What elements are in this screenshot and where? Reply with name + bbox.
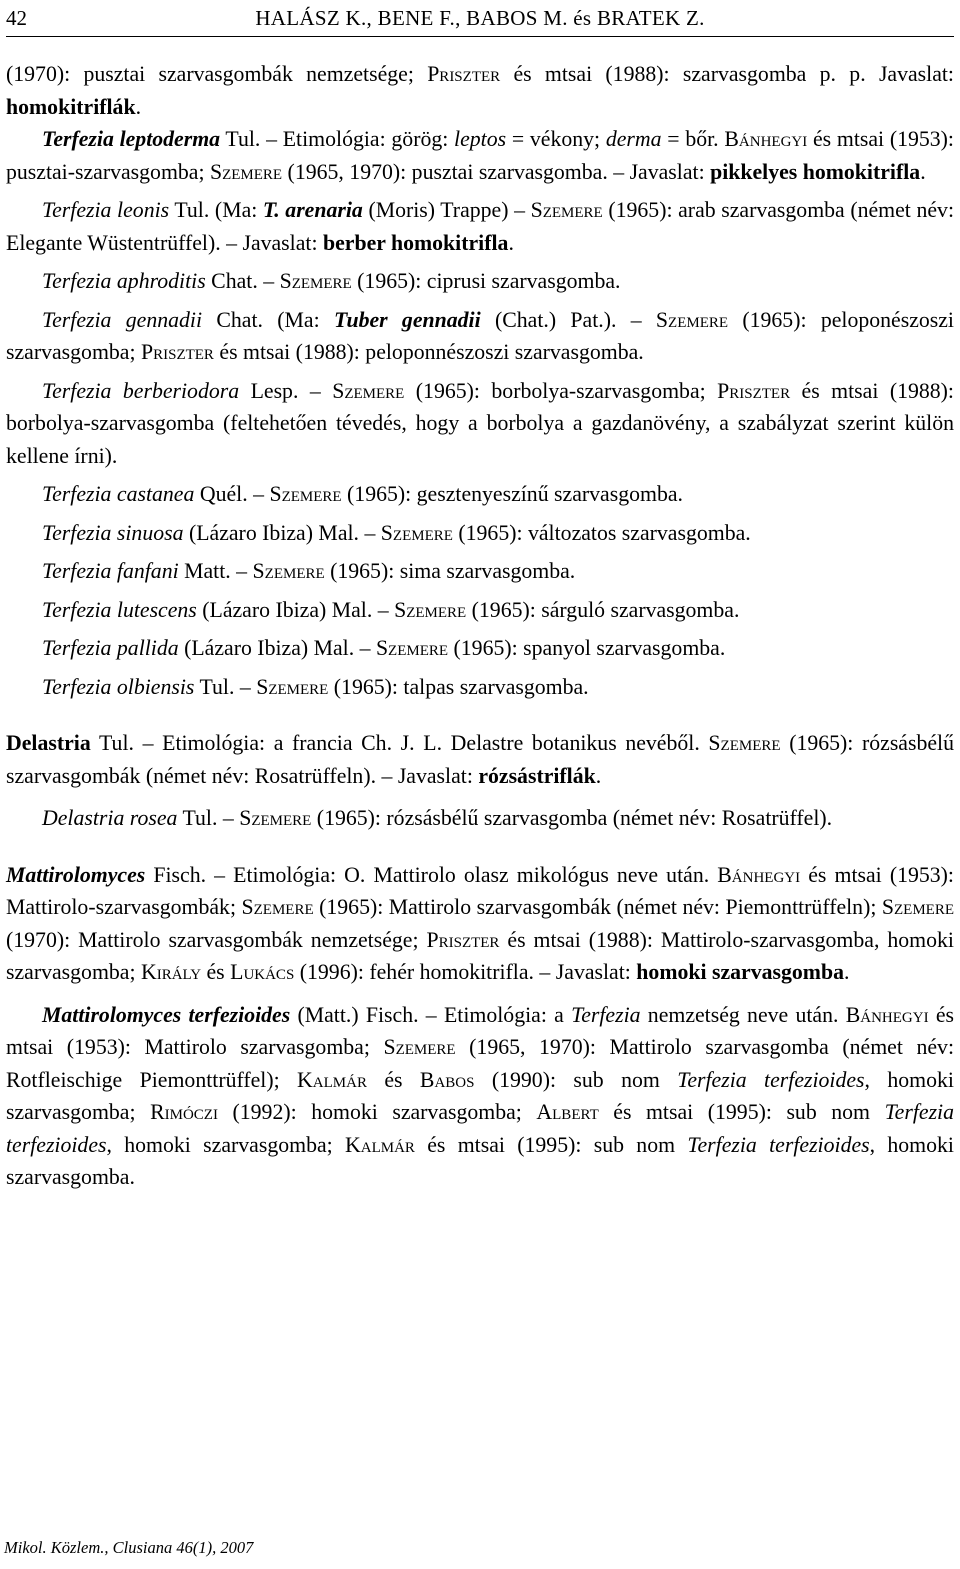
entry-text: és <box>366 1067 420 1092</box>
author-name: Szemere <box>256 674 329 699</box>
entry-text: = vékony; <box>506 127 606 151</box>
entry-text: Tul. (Ma: <box>169 198 263 222</box>
entry-text: , homoki szarvasgomba. <box>6 1132 954 1189</box>
author-name: Szemere <box>881 895 955 919</box>
entry-text: és mtsai (1953): Mattirolo-szarvasgombák; <box>6 862 954 919</box>
author-name: Priszter <box>717 378 791 403</box>
entry-text: Chat. – <box>205 269 280 293</box>
running-header <box>6 4 954 37</box>
entry-text: (1965): rózsásbélű szarvasgombák (német név: Rosatrüffeln). – Javaslat: <box>6 731 954 788</box>
entry-text: (1965): borbolya-szarvasgomba; <box>404 378 718 403</box>
entry-text: Tul. – <box>177 806 240 830</box>
italic-taxon: Terfezia berberiodora <box>42 378 240 403</box>
italic-taxon: Terfezia <box>571 1002 641 1027</box>
entry-text: nemzetség neve után. <box>640 1002 846 1027</box>
italic-taxon: Terfezia gennadii <box>42 307 203 332</box>
author-name: Kalmár <box>297 1067 367 1092</box>
author-name: Szemere <box>655 307 729 332</box>
author-name: Priszter <box>427 62 501 86</box>
italic-taxon: Terfezia terfezioides <box>677 1067 865 1092</box>
entry-terfezia-lutescens <box>6 594 954 627</box>
entry-text: . <box>135 94 142 119</box>
italic-taxon: Terfezia fanfani <box>42 559 179 583</box>
author-name: Priszter <box>140 340 214 364</box>
entry-text: . <box>595 763 602 788</box>
entry-text: (1965): spanyol szarvasgomba. <box>448 636 726 660</box>
taxon-heading: Mattirolomyces <box>6 862 146 887</box>
entry-text: Chat. (Ma: <box>202 307 334 332</box>
entry-terfezia-leptoderma <box>6 123 954 188</box>
entry-text: . <box>844 960 850 984</box>
article-body <box>6 58 954 1194</box>
bold-term: berber homokitrifla <box>322 230 509 255</box>
author-name: Albert <box>536 1100 599 1124</box>
entry-text: (Lázaro Ibiza) Mal. – <box>178 636 376 660</box>
entry-text: (1990): sub nom <box>474 1067 678 1092</box>
entry-text: és mtsai (1988): peloponnészoszi szarvasgomba. <box>213 340 644 364</box>
author-name: Priszter <box>426 927 500 952</box>
author-name: Szemere <box>332 378 405 403</box>
entry-text: (1970): Mattirolo szarvasgombák nemzetsége; <box>6 927 427 952</box>
entry-text: . <box>508 230 514 255</box>
entry-text: és mtsai (1988): szarvasgomba p. p. Javaslat: <box>500 62 954 86</box>
entry-text: (Chat.) Pat.). – <box>480 307 656 332</box>
author-name: Babos <box>419 1067 475 1092</box>
entry-text: . <box>920 159 926 184</box>
entry-text: Quél. – <box>194 482 270 506</box>
author-name: Szemere <box>269 482 342 506</box>
author-name: Király <box>140 960 202 984</box>
entry-text: és <box>201 960 231 984</box>
italic-taxon: Terfezia castanea <box>42 482 195 506</box>
italic-taxon: Terfezia leonis <box>42 198 170 222</box>
entry-text: (1965): sárguló szarvasgomba. <box>466 597 740 622</box>
entry-text: (1965): ciprusi szarvasgomba. <box>351 269 621 293</box>
italic-taxon: Delastria rosea <box>42 806 178 830</box>
entry-text: és mtsai (1953): pusztai-szarvasgomba; <box>6 127 954 184</box>
entry-text: (1965): Mattirolo szarvasgombák (német név: Piemonttrüffeln); <box>313 895 882 919</box>
entry-mattirolomyces <box>6 859 954 989</box>
entry-text: (1996): fehér homokitrifla. – Javaslat: <box>294 960 637 984</box>
entry-terfezia-castanea <box>6 478 954 511</box>
page-number: 42 <box>6 6 27 30</box>
entry-text: Fisch. – Etimológia: O. Mattirolo olasz mikológus neve után. <box>145 862 718 887</box>
italic-taxon: derma <box>605 127 662 151</box>
entry-text: Matt. – <box>178 559 253 583</box>
entry-text: (Lázaro Ibiza) Mal. – <box>196 597 395 622</box>
entry-text: és mtsai (1988): borbolya-szarvasgomba (feltehetően tévedés, hogy a borbolya a gazdanövény, a szabályzat szerint külön kellene írni). <box>6 378 954 468</box>
taxon-heading: Terfezia leptoderma <box>42 127 221 151</box>
entry-text: (1965): talpas szarvasgomba. <box>328 674 589 699</box>
entry-text: és mtsai (1953): Mattirolo szarvasgomba; <box>6 1002 954 1059</box>
entry-text: (Moris) Trappe) – <box>362 198 531 222</box>
footer-citation: Mikol. Közlem., Clusiana 46(1), 2007 <box>4 1538 254 1557</box>
entry-continuation <box>6 58 954 123</box>
entry-text: Tul. – Etimológia: görög: <box>220 127 455 151</box>
entry-terfezia-sinuosa <box>6 517 954 550</box>
author-name: Szemere <box>239 806 312 830</box>
entry-delastria-rosea <box>6 802 954 835</box>
taxon-heading: Tuber gennadii <box>333 307 481 332</box>
entry-text: (Lázaro Ibiza) Mal. – <box>183 520 381 545</box>
entry-text: (1965): sima szarvasgomba. <box>324 559 576 583</box>
entry-text: (1965): gesztenyeszínű szarvasgomba. <box>341 482 683 506</box>
entry-terfezia-pallida <box>6 632 954 665</box>
entry-terfezia-leonis <box>6 194 954 259</box>
bold-term: rózsástriflák <box>478 763 596 788</box>
entry-terfezia-fanfani <box>6 555 954 588</box>
bold-term: homokitriflák <box>6 94 136 119</box>
entry-text: (1970): pusztai szarvasgombák nemzetsége; <box>6 62 428 86</box>
bold-term: pikkelyes homokitrifla <box>710 159 921 184</box>
entry-text: és mtsai (1995): sub nom <box>414 1132 688 1157</box>
taxon-heading: T. arenaria <box>262 198 363 222</box>
entry-mattirolomyces-terfezioides <box>6 999 954 1194</box>
taxon-heading: Mattirolomyces terfezioides <box>42 1002 291 1027</box>
author-name: Szemere <box>394 597 467 622</box>
author-name: Bánhegyi <box>724 127 808 151</box>
entry-text: Lesp. – <box>239 378 333 403</box>
entry-text: (1965): változatos szarvasgomba. <box>452 520 751 545</box>
entry-text: (1992): homoki szarvasgomba; <box>217 1100 537 1124</box>
bold-term: homoki szarvasgomba <box>636 960 844 984</box>
entry-text: (1965, 1970): pusztai szarvasgomba. – Javaslat: <box>282 159 711 184</box>
entry-text: , homoki szarvasgomba; <box>106 1132 346 1157</box>
entry-text: Tul. – <box>194 674 257 699</box>
author-name: Bánhegyi <box>845 1002 929 1027</box>
entry-terfezia-aphroditis <box>6 265 954 298</box>
entry-terfezia-gennadii <box>6 304 954 369</box>
author-name: Szemere <box>530 198 603 222</box>
author-name: Kalmár <box>345 1132 415 1157</box>
author-name: Szemere <box>380 520 453 545</box>
author-name: Szemere <box>383 1035 456 1059</box>
entry-text: = bőr. <box>661 127 725 151</box>
italic-taxon: Terfezia aphroditis <box>42 269 206 293</box>
author-name: Szemere <box>252 559 325 583</box>
author-name: Szemere <box>209 159 283 184</box>
author-name: Szemere <box>375 636 449 660</box>
running-head-authors: HALÁSZ K., BENE F., BABOS M. és BRATEK Z. <box>255 6 705 30</box>
italic-taxon: Terfezia lutescens <box>42 597 197 622</box>
entry-text: (1965): arab szarvasgomba (német név: Elegante Wüstentrüffel). – Javaslat: <box>6 198 955 255</box>
entry-text: , homoki szarvasgomba; <box>6 1067 954 1124</box>
entry-text: (Matt.) Fisch. – Etimológia: a <box>290 1002 572 1027</box>
entry-delastria <box>6 727 954 792</box>
italic-taxon: leptos <box>454 127 507 151</box>
italic-taxon: Terfezia pallida <box>42 636 179 660</box>
entry-text: Tul. – Etimológia: a francia Ch. J. L. Delastre botanikus nevéből. <box>90 731 709 755</box>
entry-terfezia-berberiodora <box>6 375 954 473</box>
author-name: Rimóczi <box>150 1100 218 1124</box>
italic-taxon: Terfezia terfezioides <box>6 1100 955 1157</box>
italic-taxon: Terfezia terfezioides <box>687 1132 870 1157</box>
author-name: Lukács <box>230 960 295 984</box>
italic-taxon: Terfezia sinuosa <box>42 520 184 545</box>
author-name: Szemere <box>279 269 352 293</box>
entry-text: és mtsai (1995): sub nom <box>598 1100 885 1124</box>
italic-taxon: Terfezia olbiensis <box>42 674 195 699</box>
entry-text: (1965, 1970): Mattirolo szarvasgomba (német név: Rotfleischige Piemonttrüffel); <box>6 1035 954 1092</box>
entry-terfezia-olbiensis <box>6 671 954 704</box>
entry-text: és mtsai (1988): Mattirolo-szarvasgomba, homoki szarvasgomba; <box>6 927 954 984</box>
author-name: Szemere <box>708 731 781 755</box>
entry-text: (1965): rózsásbélű szarvasgomba (német név: Rosatrüffel). <box>311 806 833 830</box>
bold-term: Delastria <box>6 731 91 755</box>
entry-text: (1965): peloponészoszi szarvasgomba; <box>6 307 954 364</box>
author-name: Szemere <box>241 895 314 919</box>
author-name: Bánhegyi <box>717 862 801 887</box>
